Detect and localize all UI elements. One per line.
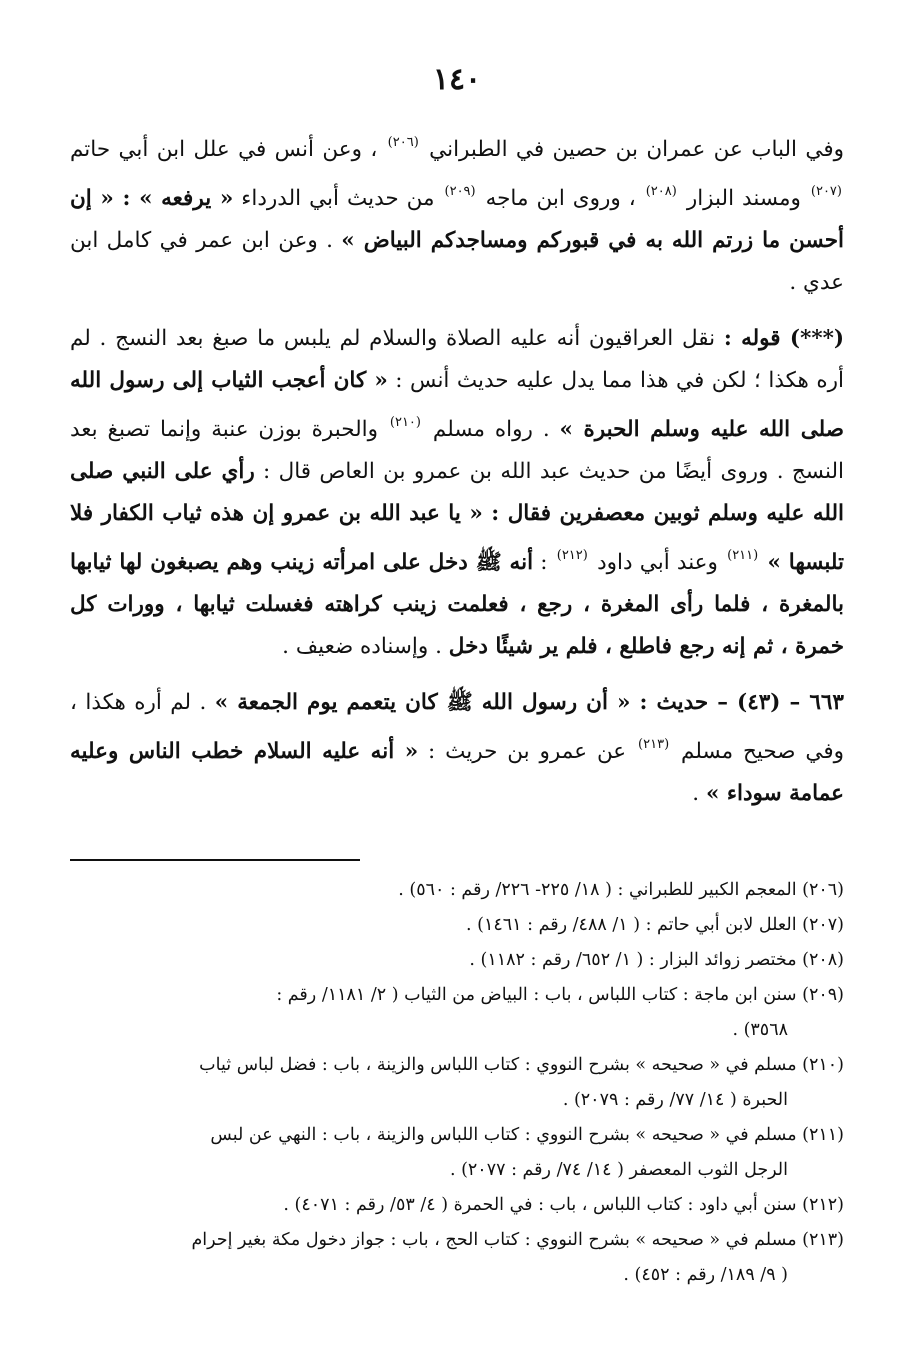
bold-text-run: « كان أعجب الثياب إلى رسول الله صلى الله عليه وسلم الحبرة »	[70, 368, 844, 442]
footnote-item	[70, 1188, 844, 1223]
footnote-continuation: الرجل الثوب المعصفر ( ١٤/ ٧٤/ رقم : ٢٠٧٧) .	[449, 1160, 788, 1180]
footnote-item	[70, 908, 844, 943]
bold-text-run: أنه ﷺ دخل على امرأته زينب وهم يصبغون لها ثيابها بالمغرة ، فلما رأى المغرة ، رجع ، فعلمت زينب كراهته فغسلت ثيابها ، وورات كل خمرة ، ثم إنه رجع فاطلع ، فلم ير شيئًا دخل	[70, 550, 844, 659]
footnote-line: (٢٠٦) المعجم الكبير للطبراني : ( ١٨/ ٢٢٥- ٢٢٦/ رقم : ٥٦٠) .	[398, 880, 844, 900]
footnote-item	[70, 978, 844, 1048]
footnote-continuation: ٣٥٦٨) .	[732, 1020, 788, 1040]
text-run: .	[692, 781, 706, 806]
footnote-line: (٢١٠) مسلم في « صحيحه » بشرح النووي : كتاب اللباس والزينة ، باب : فضل لباس ثياب	[199, 1055, 844, 1075]
main-text	[70, 122, 844, 815]
bold-text-run: « أنه عليه السلام خطب الناس وعليه عمامة سوداء »	[70, 739, 844, 806]
footnote-ref: (٢٠٩)	[444, 184, 476, 199]
text-run: من حديث أبي الدرداء	[233, 186, 443, 211]
text-run: ، وروى ابن ماجه	[477, 186, 644, 211]
footnote-continuation: ( ٩/ ١٨٩/ رقم : ٤٥٢) .	[623, 1265, 788, 1285]
footnote-line: (٢١٣) مسلم في « صحيحه » بشرح النووي : كتاب الحج ، باب : جواز دخول مكة بغير إحرام	[191, 1230, 844, 1250]
text-run: نقل العراقيون أنه عليه الصلاة والسلام لم يلبس ما صبغ بعد النسج . لم أره هكذا ؛ لكن في هذا مما يدل عليه حديث أنس :	[70, 326, 844, 393]
text-run: وفي الباب عن عمران بن حصين في الطبراني	[420, 137, 844, 162]
paragraph-commentary	[70, 318, 844, 668]
footnote-item	[70, 943, 844, 978]
paragraph-hadith-663	[70, 682, 844, 815]
footnote-line: (٢٠٧) العلل لابن أبي حاتم : ( ١/ ٤٨٨/ رقم : ١٤٦١) .	[466, 915, 844, 935]
footnote-ref: (٢١٠)	[389, 415, 421, 430]
paragraph-variants	[70, 122, 844, 304]
bold-text-run: (***) قوله :	[723, 326, 844, 351]
footnote-line: (٢٠٨) مختصر زوائد البزار : ( ١/ ٦٥٢/ رقم : ١١٨٢) .	[469, 950, 844, 970]
footnote-line: (٢١١) مسلم في « صحيحه » بشرح النووي : كتاب اللباس والزينة ، باب : النهي عن لبس	[210, 1125, 844, 1145]
text-run: ، وعن أنس في علل ابن أبي حاتم	[70, 137, 386, 162]
footnote-ref: (٢١٣)	[638, 737, 670, 752]
bold-text-run: رأي على النبي صلى الله عليه وسلم ثوبين معصفرين فقال : « يا عبد الله بن عمرو إن هذه ثياب الكفار فلا تلبسها »	[70, 459, 845, 575]
text-run: وعند أبي داود	[589, 550, 726, 575]
bold-text-run: ٦٦٣ – (٤٣) – حديث : « أن رسول الله ﷺ كان يتعمم يوم الجمعة »	[214, 690, 844, 715]
footnote-item	[70, 1118, 844, 1188]
footnote-line: (٢٠٩) سنن ابن ماجة : كتاب اللباس ، باب : البياض من الثياب ( ٢/ ١١٨١/ رقم :	[276, 985, 844, 1005]
footnote-separator	[70, 859, 360, 861]
footnote-ref: (٢١٢)	[556, 548, 588, 563]
footnote-ref: (٢٠٨)	[645, 184, 677, 199]
text-run: والحبرة بوزن عنبة وإنما تصبغ بعد النسج . وروى أيضًا من حديث عبد الله بن عمرو بن العاص قال :	[70, 417, 844, 484]
text-run: :	[533, 550, 555, 575]
footnote-ref: (٢٠٦)	[387, 135, 419, 150]
text-run: . وإسناده ضعيف .	[282, 634, 449, 659]
text-run: . لم أره هكذا ، وفي صحيح مسلم	[70, 690, 845, 764]
footnotes	[70, 873, 844, 1293]
text-run: . رواه مسلم	[423, 417, 560, 442]
footnote-item	[70, 1223, 844, 1293]
footnote-line: (٢١٢) سنن أبي داود : كتاب اللباس ، باب : في الحمرة ( ٤/ ٥٣/ رقم : ٤٠٧١) .	[283, 1195, 844, 1215]
footnote-ref: (٢٠٧)	[810, 184, 842, 199]
bold-text-run: « يرفعه » : « إن أحسن ما زرتم الله به في قبوركم ومساجدكم البياض »	[70, 186, 844, 253]
footnote-item	[70, 873, 844, 908]
text-run: ومسند البزار	[678, 186, 809, 211]
page-number: ١٤٠	[432, 62, 482, 97]
footnote-ref: (٢١١)	[727, 548, 759, 563]
footnote-item	[70, 1048, 844, 1118]
text-run: . وعن ابن عمر في كامل ابن عدي .	[70, 228, 844, 295]
text-run: عن عمرو بن حريث :	[418, 739, 637, 764]
footnote-continuation: الحبرة ( ١٤/ ٧٧/ رقم : ٢٠٧٩) .	[562, 1090, 788, 1110]
